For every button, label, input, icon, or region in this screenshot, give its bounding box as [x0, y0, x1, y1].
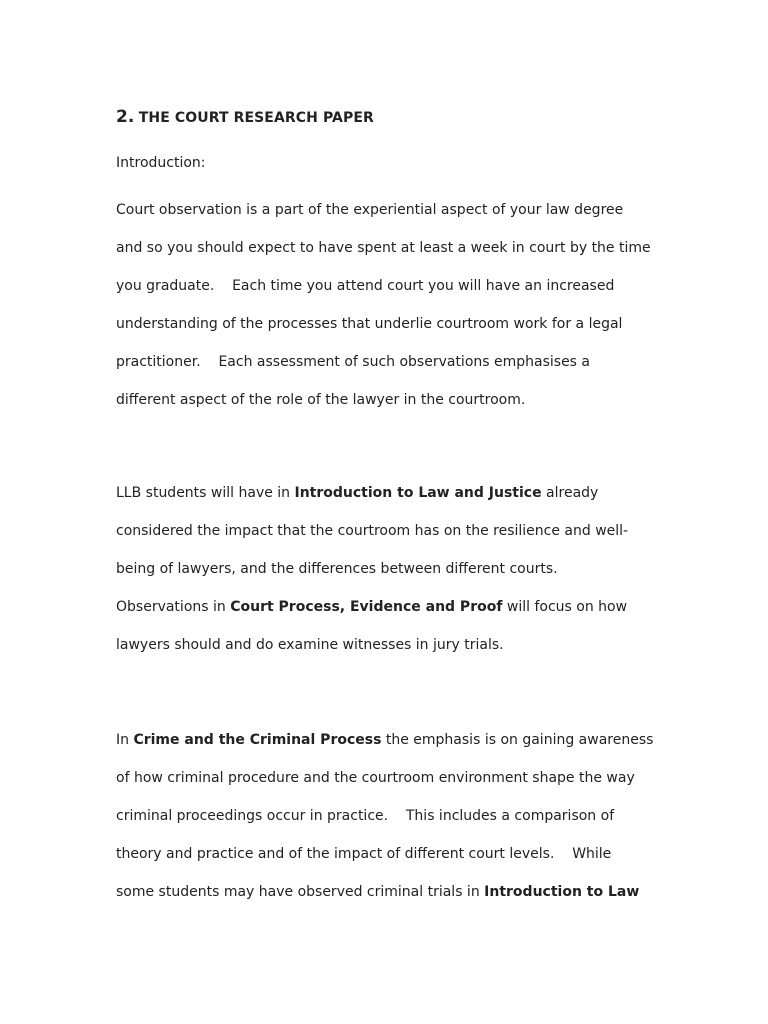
- paragraph-line: [116, 588, 676, 626]
- course-name-bold: Court Process, Evidence and Proof: [230, 599, 503, 615]
- introduction-label: Introduction:: [116, 155, 206, 171]
- paragraph-line: different aspect of the role of the lawyer in the courtroom.: [116, 392, 526, 408]
- paragraph-line: Court observation is a part of the experiential aspect of your law degree: [116, 202, 624, 218]
- paragraph-3: [116, 721, 676, 911]
- paragraph-line: considered the impact that the courtroom has on the resilience and well-: [116, 523, 629, 539]
- text-run: the emphasis is on gaining awareness: [381, 732, 654, 748]
- section-number: 2.: [116, 107, 135, 127]
- text-run: some students may have observed criminal trials in: [116, 884, 485, 900]
- paragraph-line: you graduate. Each time you attend court you will have an increased: [116, 278, 615, 294]
- paragraph-line: and so you should expect to have spent at least a week in court by the time: [116, 240, 651, 256]
- paragraph-2: [116, 474, 676, 664]
- text-run: In: [116, 732, 134, 748]
- paragraph-line: lawyers should and do examine witnesses in jury trials.: [116, 637, 504, 653]
- paragraph-line: of how criminal procedure and the courtroom environment shape the way: [116, 770, 635, 786]
- text-run: LLB students will have in: [116, 485, 295, 501]
- course-name-bold: Introduction to Law: [484, 884, 640, 900]
- paragraph-line: being of lawyers, and the differences between different courts.: [116, 561, 558, 577]
- text-run: will focus on how: [502, 599, 628, 615]
- paragraph-line: understanding of the processes that underlie courtroom work for a legal: [116, 316, 623, 332]
- course-name-bold: Introduction to Law and Justice: [294, 485, 542, 501]
- paragraph-line: [116, 474, 676, 512]
- text-run: Observations in: [116, 599, 231, 615]
- section-title: THE COURT RESEARCH PAPER: [138, 110, 374, 126]
- paragraph-line: [116, 721, 676, 759]
- paragraph-line: theory and practice and of the impact of different court levels. While: [116, 846, 612, 862]
- paragraph-1: [116, 191, 676, 419]
- course-name-bold: Crime and the Criminal Process: [133, 732, 382, 748]
- paragraph-line: practitioner. Each assessment of such observations emphasises a: [116, 354, 591, 370]
- section-heading: [116, 106, 676, 129]
- text-run: already: [541, 485, 599, 501]
- paragraph-line: criminal proceedings occur in practice. This includes a comparison of: [116, 808, 615, 824]
- paragraph-line: [116, 873, 676, 911]
